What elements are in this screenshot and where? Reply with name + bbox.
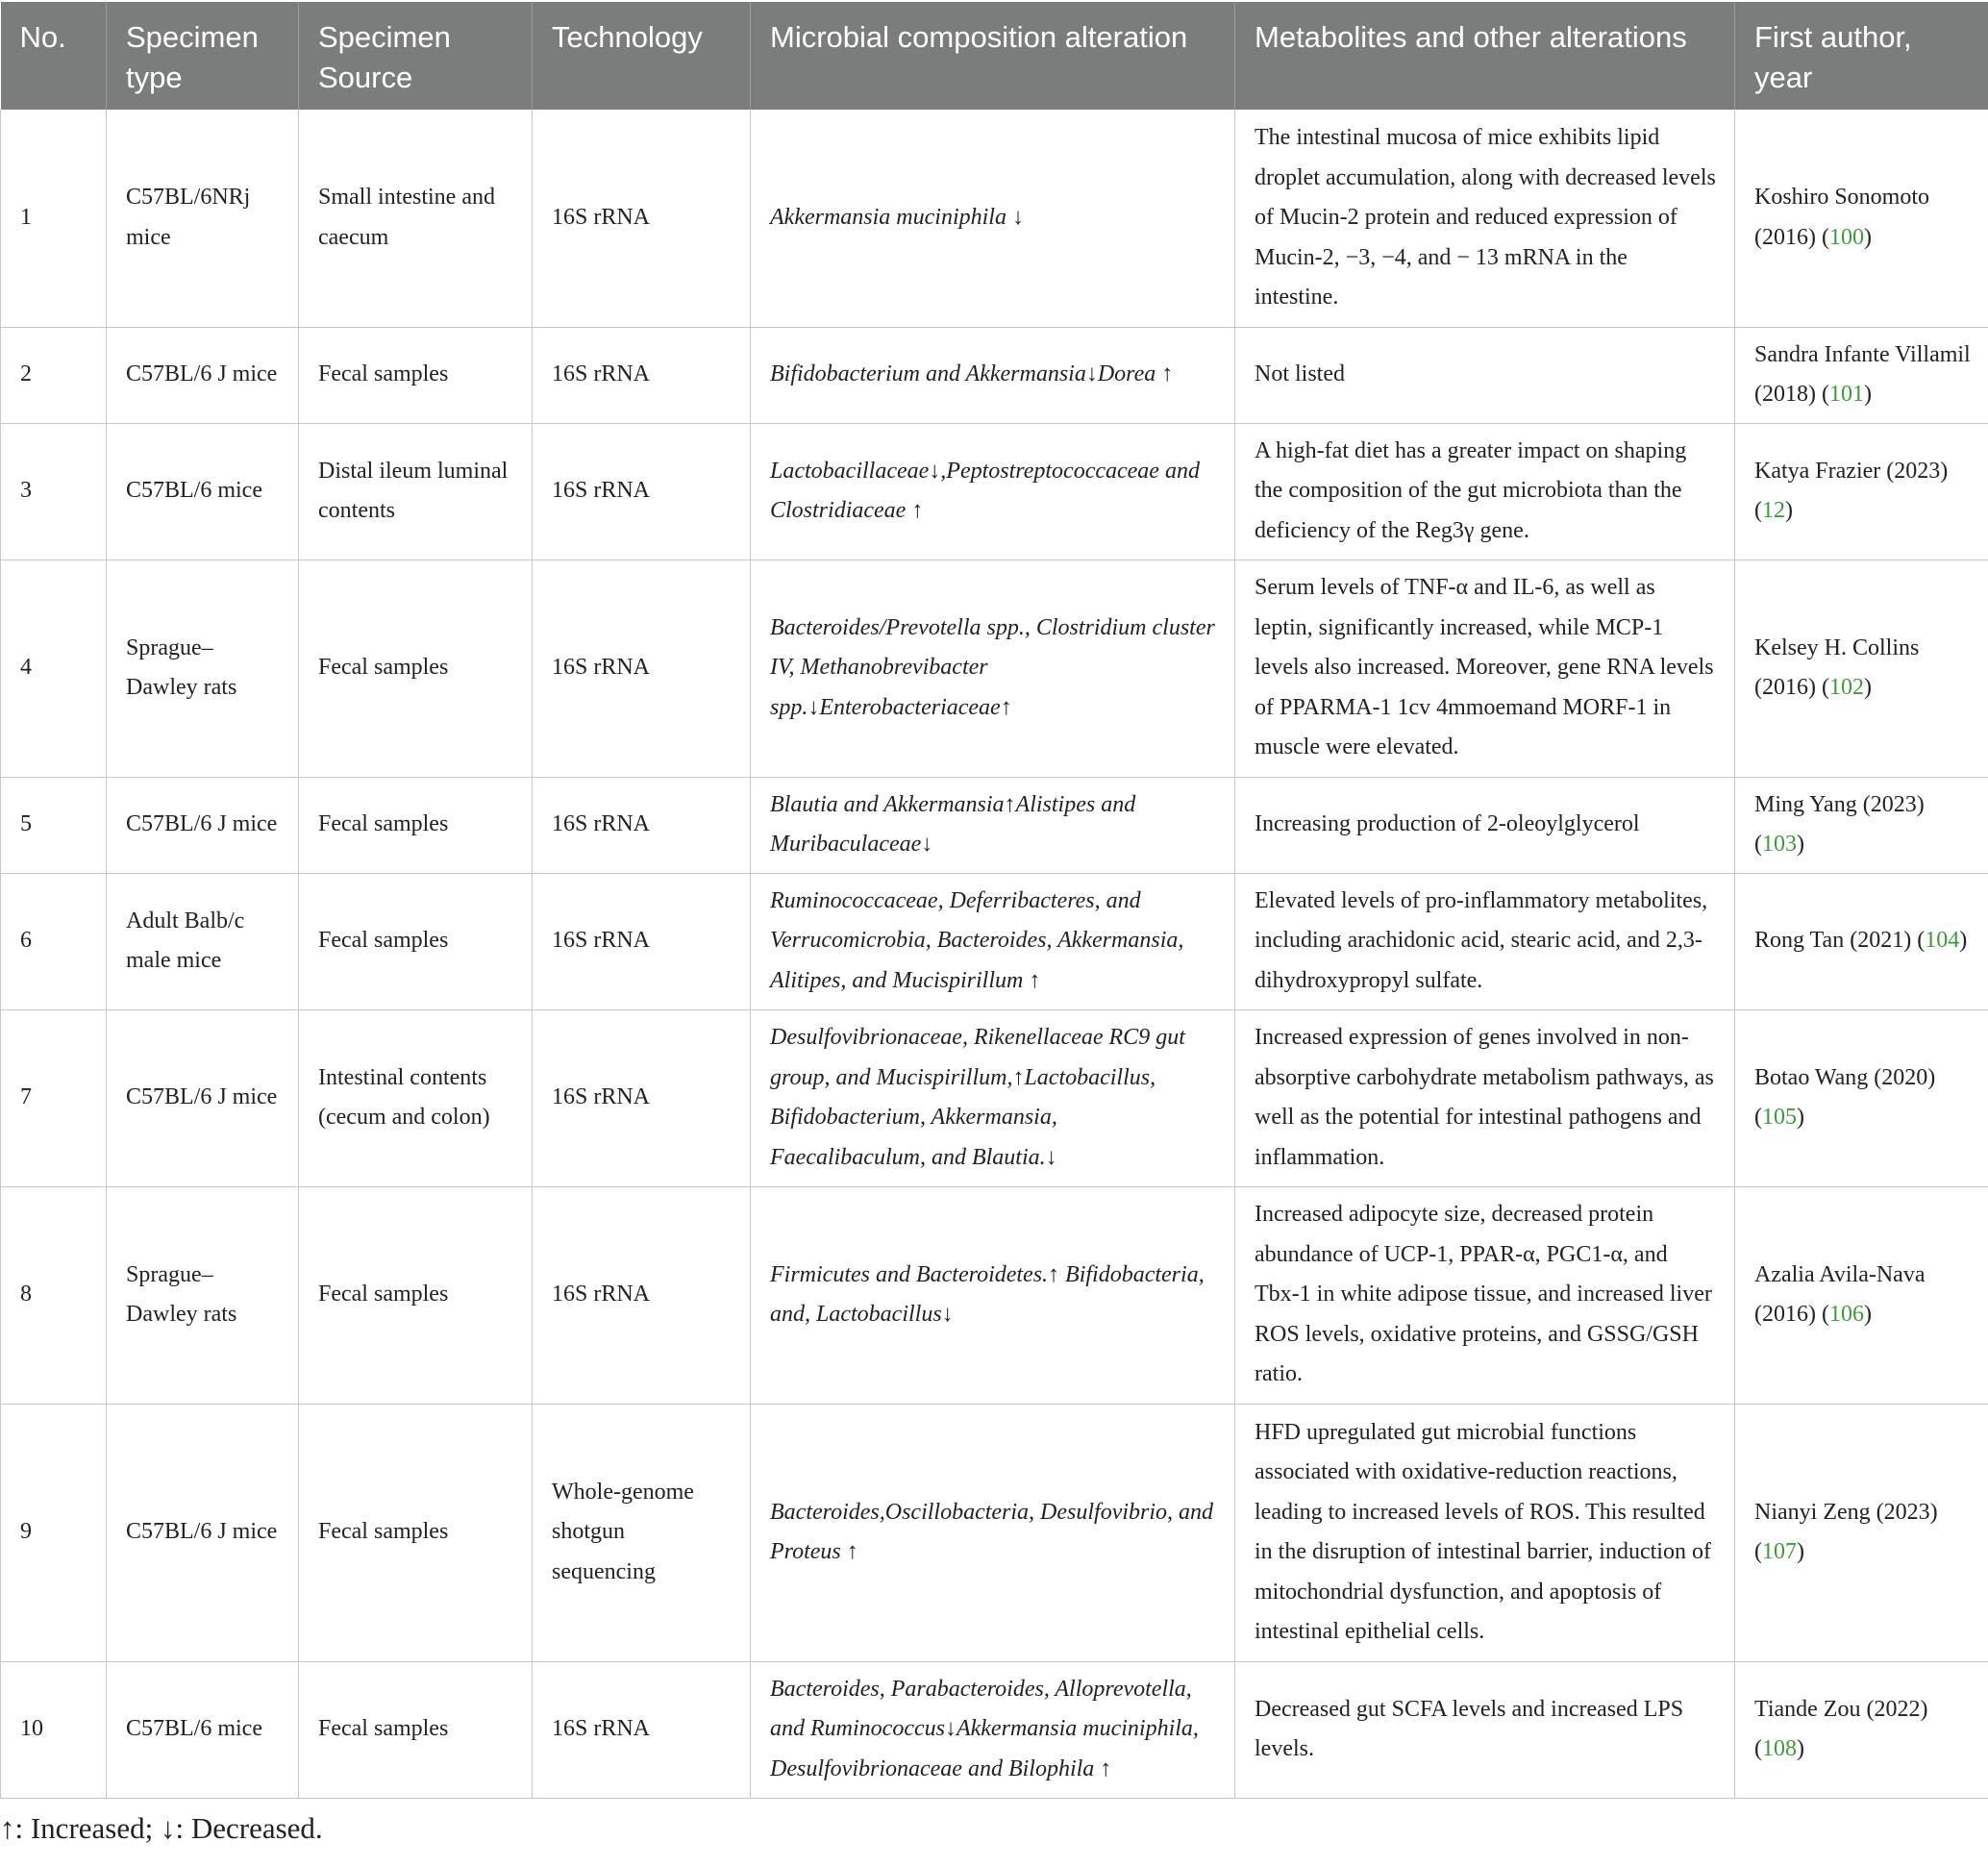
reference-link[interactable]: 100 (1828, 224, 1864, 250)
cell-no: 5 (1, 777, 107, 873)
header-no: No. (1, 2, 107, 110)
author-text: Ming Yang (2023) ( (1754, 791, 1925, 857)
cell-technology: 16S rRNA (533, 873, 751, 1009)
cell-technology: 16S rRNA (533, 1661, 751, 1798)
cell-specimen-source: Fecal samples (299, 873, 533, 1009)
reference-link[interactable]: 12 (1762, 498, 1785, 523)
author-paren: ) (1797, 1539, 1804, 1564)
cell-metabolites: The intestinal mucosa of mice exhibits lipid droplet accumulation, along with decreased levels of Mucin-2 protein and reduced expression of Mucin-2, −3, −4, and − 13 mRNA in the intestine. (1235, 110, 1735, 327)
cell-microbial-alteration: Firmicutes and Bacteroidetes.↑ Bifidobacteria, and, Lactobacillus↓ (751, 1186, 1235, 1404)
reference-link[interactable]: 107 (1762, 1539, 1797, 1564)
cell-no: 2 (1, 327, 107, 423)
cell-first-author (1735, 873, 1988, 1009)
author-paren: ) (1959, 928, 1968, 954)
reference-link[interactable]: 104 (1925, 928, 1960, 954)
reference-link[interactable]: 102 (1828, 675, 1864, 700)
author-text: Rong Tan (2021) ( (1754, 928, 1926, 954)
cell-metabolites: Increasing production of 2-oleoylglycerol (1235, 777, 1735, 873)
cell-no: 8 (1, 1186, 107, 1404)
cell-technology: 16S rRNA (533, 327, 751, 423)
cell-metabolites: HFD upregulated gut microbial functions associated with oxidative-reduction reactions, leading to increased levels of ROS. This resulted in the disruption of intestinal barrier, induction of mitochondrial dysfunction, and apoptosis of intestinal epithelial cells. (1235, 1404, 1735, 1661)
reference-link[interactable]: 103 (1762, 832, 1797, 857)
cell-first-author (1735, 1186, 1988, 1404)
author-text: Azalia Avila-Nava (2016) ( (1754, 1261, 1926, 1327)
table-row (1, 873, 1988, 1009)
cell-specimen-source: Distal ileum luminal contents (299, 423, 533, 560)
author-text: Koshiro Sonomoto (2016) ( (1754, 185, 1930, 250)
cell-microbial-alteration: Akkermansia muciniphila ↓ (751, 110, 1235, 327)
cell-specimen-type: C57BL/6 J mice (107, 1009, 299, 1186)
cell-technology: 16S rRNA (533, 110, 751, 327)
cell-technology: 16S rRNA (533, 560, 751, 777)
author-text: Katya Frazier (2023) ( (1754, 458, 1949, 523)
cell-first-author (1735, 327, 1988, 423)
author-paren: ) (1797, 1105, 1804, 1130)
cell-specimen-type: Sprague–Dawley rats (107, 560, 299, 777)
header-specimen-source: Specimen Source (299, 2, 533, 110)
cell-specimen-source: Fecal samples (299, 1661, 533, 1798)
cell-specimen-source: Fecal samples (299, 777, 533, 873)
cell-first-author (1735, 1661, 1988, 1798)
cell-metabolites: Increased adipocyte size, decreased protein abundance of UCP-1, PPAR-α, PGC1-α, and Tbx-1 in white adipose tissue, and increased liver ROS levels, oxidative proteins, and GSSG/GSH ratio. (1235, 1186, 1735, 1404)
table-row (1, 1009, 1988, 1186)
table-row (1, 1661, 1988, 1798)
table-row (1, 560, 1988, 777)
cell-specimen-source: Small intestine and caecum (299, 110, 533, 327)
header-first-author: First author, year (1735, 2, 1988, 110)
cell-first-author (1735, 1009, 1988, 1186)
cell-technology: Whole-genome shotgun sequencing (533, 1404, 751, 1661)
table-row (1, 1186, 1988, 1404)
cell-no: 10 (1, 1661, 107, 1798)
cell-no: 6 (1, 873, 107, 1009)
cell-microbial-alteration: Ruminococcaceae, Deferribacteres, and Verrucomicrobia, Bacteroides, Akkermansia, Alitipes, and Mucispirillum ↑ (751, 873, 1235, 1009)
author-text: Botao Wang (2020) ( (1754, 1064, 1936, 1130)
cell-technology: 16S rRNA (533, 423, 751, 560)
header-metabolites: Metabolites and other alterations (1235, 2, 1735, 110)
cell-technology: 16S rRNA (533, 1009, 751, 1186)
cell-metabolites: A high-fat diet has a greater impact on shaping the composition of the gut microbiota than the deficiency of the Reg3γ gene. (1235, 423, 1735, 560)
cell-first-author (1735, 1404, 1988, 1661)
cell-first-author (1735, 110, 1988, 327)
cell-specimen-type: Sprague–Dawley rats (107, 1186, 299, 1404)
cell-specimen-type: C57BL/6 J mice (107, 327, 299, 423)
cell-microbial-alteration: Bacteroides, Parabacteroides, Alloprevotella, and Ruminococcus↓Akkermansia muciniphila, Desulfovibrionaceae and Bilophila ↑ (751, 1661, 1235, 1798)
cell-specimen-type: C57BL/6 mice (107, 423, 299, 560)
cell-first-author (1735, 423, 1988, 560)
cell-first-author (1735, 777, 1988, 873)
author-paren: ) (1863, 675, 1872, 700)
cell-specimen-type: C57BL/6 J mice (107, 1404, 299, 1661)
author-paren: ) (1863, 224, 1872, 250)
cell-specimen-type: C57BL/6 J mice (107, 777, 299, 873)
cell-specimen-source: Fecal samples (299, 1186, 533, 1404)
cell-metabolites: Elevated levels of pro-inflammatory metabolites, including arachidonic acid, stearic acid, and 2,3-dihydroxypropyl sulfate. (1235, 873, 1735, 1009)
reference-link[interactable]: 106 (1828, 1302, 1864, 1327)
cell-metabolites: Not listed (1235, 327, 1735, 423)
cell-no: 9 (1, 1404, 107, 1661)
table-row (1, 327, 1988, 423)
table-row (1, 423, 1988, 560)
cell-specimen-type: Adult Balb/c male mice (107, 873, 299, 1009)
cell-specimen-type: C57BL/6NRj mice (107, 110, 299, 327)
table-row (1, 110, 1988, 327)
cell-microbial-alteration: Desulfovibrionaceae, Rikenellaceae RC9 gut group, and Mucispirillum,↑Lactobacillus, Bifidobacterium, Akkermansia, Faecalibaculum, and Blautia.↓ (751, 1009, 1235, 1186)
author-paren: ) (1863, 1302, 1872, 1327)
table-footnote: ↑: Increased; ↓: Decreased. (0, 1811, 323, 1845)
header-microbial-alteration: Microbial composition alteration (751, 2, 1235, 110)
cell-no: 1 (1, 110, 107, 327)
cell-metabolites: Increased expression of genes involved in non-absorptive carbohydrate metabolism pathways, as well as the potential for intestinal pathogens and inflammation. (1235, 1009, 1735, 1186)
cell-metabolites: Serum levels of TNF-α and IL-6, as well as leptin, significantly increased, while MCP-1 levels also increased. Moreover, gene RNA levels of PPARMA-1 1cv 4mmoemand MORF-1 in muscle were elevated. (1235, 560, 1735, 777)
cell-microbial-alteration: Bacteroides/Prevotella spp., Clostridium cluster IV, Methanobrevibacter spp.↓Enterobacteriaceae↑ (751, 560, 1235, 777)
cell-metabolites: Decreased gut SCFA levels and increased LPS levels. (1235, 1661, 1735, 1798)
cell-specimen-type: C57BL/6 mice (107, 1661, 299, 1798)
cell-no: 7 (1, 1009, 107, 1186)
cell-specimen-source: Fecal samples (299, 327, 533, 423)
cell-specimen-source: Intestinal contents (cecum and colon) (299, 1009, 533, 1186)
author-paren: ) (1863, 382, 1872, 407)
study-summary-table (0, 2, 1988, 1799)
cell-microbial-alteration: Bifidobacterium and Akkermansia↓Dorea ↑ (751, 327, 1235, 423)
author-text: Nianyi Zeng (2023) ( (1754, 1499, 1938, 1564)
cell-specimen-source: Fecal samples (299, 560, 533, 777)
table-row (1, 777, 1988, 873)
author-paren: ) (1797, 832, 1804, 857)
reference-link[interactable]: 101 (1828, 382, 1864, 407)
cell-no: 3 (1, 423, 107, 560)
header-technology: Technology (533, 2, 751, 110)
author-text: Tiande Zou (2022) ( (1754, 1696, 1928, 1761)
author-text: Sandra Infante Villamil (2018) ( (1754, 341, 1971, 407)
cell-microbial-alteration: Bacteroides,Oscillobacteria, Desulfovibrio, and Proteus ↑ (751, 1404, 1235, 1661)
author-paren: ) (1797, 1736, 1804, 1761)
cell-microbial-alteration: Lactobacillaceae↓,Peptostreptococcaceae and Clostridiaceae ↑ (751, 423, 1235, 560)
reference-link[interactable]: 105 (1762, 1105, 1797, 1130)
table-row (1, 1404, 1988, 1661)
author-text: Kelsey H. Collins (2016) ( (1754, 635, 1920, 700)
table-header-row (1, 2, 1988, 110)
author-paren: ) (1785, 498, 1793, 523)
cell-first-author (1735, 560, 1988, 777)
cell-microbial-alteration: Blautia and Akkermansia↑Alistipes and Muribaculaceae↓ (751, 777, 1235, 873)
data-table-container (0, 2, 1988, 1799)
header-specimen-type: Specimen type (107, 2, 299, 110)
cell-specimen-source: Fecal samples (299, 1404, 533, 1661)
reference-link[interactable]: 108 (1762, 1736, 1797, 1761)
cell-technology: 16S rRNA (533, 777, 751, 873)
cell-technology: 16S rRNA (533, 1186, 751, 1404)
cell-no: 4 (1, 560, 107, 777)
